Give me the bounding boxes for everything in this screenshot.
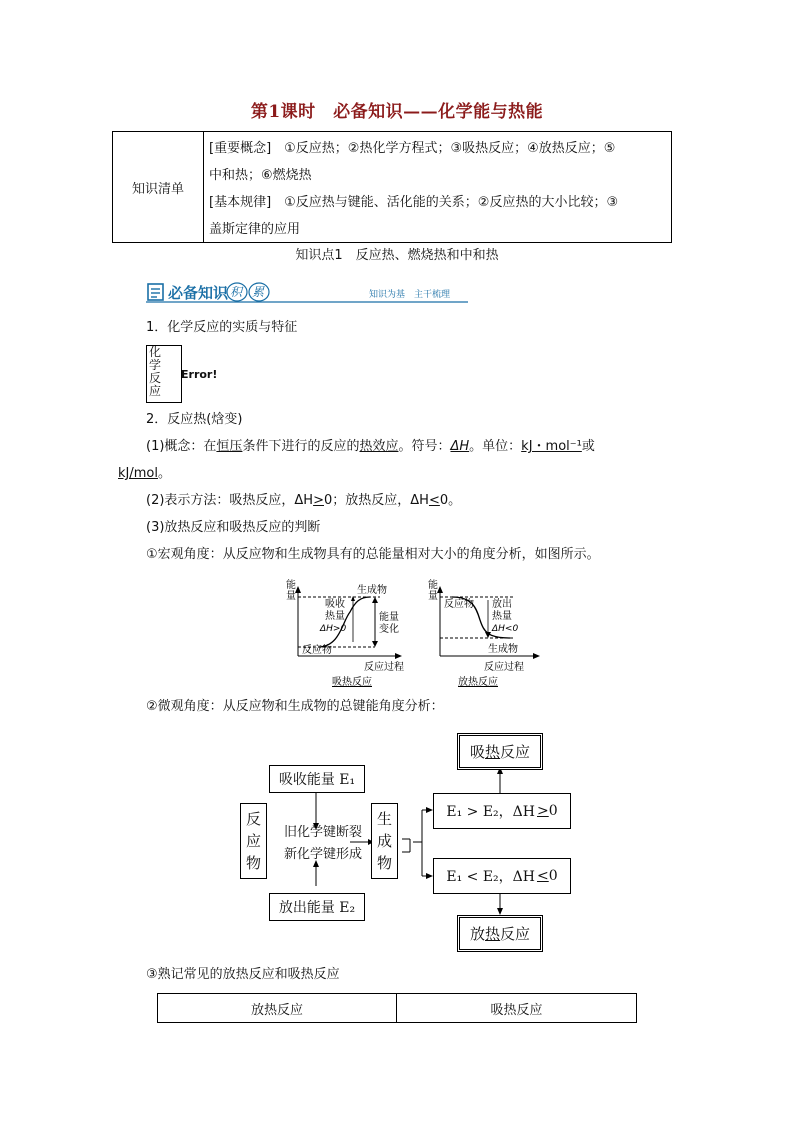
underlined-term: 热 bbox=[484, 743, 500, 761]
reactant-char: 应 bbox=[245, 832, 261, 850]
reactant-box bbox=[240, 803, 267, 879]
knowledge-table bbox=[112, 131, 672, 243]
page-title: 第1课时 必备知识——化学能与热能 bbox=[250, 102, 544, 122]
banner-badge-1: 积 bbox=[230, 285, 243, 299]
arrow-head bbox=[426, 807, 433, 813]
condition-text: E₁ > E₂，ΔH bbox=[446, 804, 535, 820]
reaction-table bbox=[157, 993, 637, 1023]
concept-line-cont bbox=[118, 464, 171, 484]
underlined-symbol: < bbox=[536, 868, 549, 884]
banner-title: 必备知识 bbox=[168, 284, 229, 302]
underlined-term: 恒压 bbox=[216, 439, 243, 454]
underlined-unit: kJ/mol bbox=[118, 466, 158, 481]
zero-text: 0 bbox=[548, 868, 558, 884]
text-run: 。单位： bbox=[469, 439, 522, 454]
vertical-char: 化 bbox=[149, 345, 162, 359]
text-run: 条件下进行的反应的 bbox=[242, 439, 360, 454]
endothermic-diagram bbox=[286, 578, 404, 688]
knowledge-line-3: [基本规律] ①反应热与键能、活化能的关系；②反应热的大小比较；③ bbox=[209, 195, 619, 210]
underlined-symbol: > bbox=[313, 493, 324, 508]
bond-break-text: 旧化学键断裂 bbox=[283, 825, 362, 840]
y-label: 能 bbox=[286, 580, 296, 591]
release-label: 放出 bbox=[492, 599, 512, 610]
delta-h-label: ΔH>0 bbox=[320, 624, 347, 634]
text-run: 。 bbox=[157, 466, 171, 481]
arrow-head bbox=[372, 597, 378, 603]
text-run: 反应 bbox=[500, 925, 531, 943]
table-header-endo: 吸热反应 bbox=[490, 1002, 543, 1018]
release-energy-box: 放出能量 E₂ bbox=[269, 893, 365, 921]
arrow-head bbox=[497, 908, 503, 915]
macro-angle-text: ①宏观角度：从反应物和生成物具有的总能量相对大小的角度分析，如图所示。 bbox=[146, 547, 600, 562]
banner-right-text: 知识为基 主干梳理 bbox=[369, 290, 451, 300]
exothermic-result-box bbox=[457, 915, 543, 952]
banner-badge-2: 累 bbox=[252, 285, 265, 299]
knowledge-point-heading: 知识点1 反应热、燃烧热和中和热 bbox=[295, 248, 499, 263]
y-label: 量 bbox=[286, 591, 296, 602]
y-label: 量 bbox=[428, 591, 438, 602]
bond-form-text: 新化学键形成 bbox=[283, 847, 362, 862]
condition-box-endo bbox=[433, 793, 571, 829]
x-label: 反应过程 bbox=[484, 662, 524, 673]
knowledge-line-1: [重要概念] ①反应热；②热化学方程式；③吸热反应；④放热反应；⑤ bbox=[209, 141, 616, 156]
vertical-label-box bbox=[146, 345, 182, 403]
absorb-energy-box: 吸收能量 E₁ bbox=[269, 765, 365, 793]
text-run: 反应 bbox=[500, 743, 531, 761]
vertical-char: 应 bbox=[149, 384, 162, 398]
reactant-label: 反应物 bbox=[444, 599, 474, 610]
product-box bbox=[371, 803, 398, 879]
delta-h-label: ΔH<0 bbox=[492, 624, 519, 634]
zero-text: 0 bbox=[548, 803, 558, 819]
reactant-char: 物 bbox=[245, 854, 261, 872]
reactant-char: 反 bbox=[245, 810, 261, 828]
knowledge-line-4: 盖斯定律的应用 bbox=[209, 222, 301, 237]
bond-change-text bbox=[275, 822, 371, 866]
underlined-symbol: ΔH bbox=[450, 439, 470, 454]
text-run: 或 bbox=[581, 439, 595, 454]
release-label: 热量 bbox=[492, 611, 512, 622]
text-run: 放 bbox=[469, 925, 485, 943]
arrow-head bbox=[533, 653, 540, 659]
diagram-caption: 吸热反应 bbox=[332, 677, 372, 688]
underlined-unit: kJ・mol⁻¹ bbox=[521, 439, 582, 454]
product-char: 成 bbox=[376, 832, 392, 850]
table-header-exo: 放热反应 bbox=[158, 994, 397, 1022]
underlined-term: 热 bbox=[484, 925, 500, 943]
vertical-char: 反 bbox=[149, 371, 162, 385]
diagram-caption: 放热反应 bbox=[458, 677, 498, 688]
arrow-head bbox=[372, 641, 378, 647]
product-char: 物 bbox=[376, 854, 392, 872]
section-1-heading: 1．化学反应的实质与特征 bbox=[146, 320, 298, 335]
text-run: 0。 bbox=[439, 493, 462, 508]
x-label: 反应过程 bbox=[364, 662, 404, 673]
endothermic-result-box bbox=[457, 733, 543, 770]
absorb-label: 吸收 bbox=[325, 599, 345, 610]
product-label: 生成物 bbox=[488, 644, 518, 655]
change-label: 能量 bbox=[379, 612, 399, 623]
absorb-label: 热量 bbox=[325, 611, 345, 622]
judgment-heading: (3)放热反应和吸热反应的判断 bbox=[146, 520, 321, 535]
knowledge-table-label: 知识清单 bbox=[113, 132, 204, 242]
reactant-label: 反应物 bbox=[302, 645, 332, 656]
condition-text: E₁ < E₂，ΔH bbox=[446, 869, 535, 885]
text-run: 0；放热反应，ΔH bbox=[324, 493, 429, 508]
change-label: 变化 bbox=[379, 624, 399, 635]
section-banner bbox=[146, 281, 468, 303]
energy-diagrams bbox=[280, 572, 540, 690]
knowledge-line-2: 中和热；⑥燃烧热 bbox=[209, 168, 312, 183]
underlined-term: 热效应 bbox=[359, 439, 399, 454]
section-2-heading: 2．反应热(焓变) bbox=[146, 412, 243, 427]
underlined-symbol: < bbox=[428, 493, 440, 508]
underlined-symbol: > bbox=[536, 803, 549, 819]
text-run: 。符号： bbox=[398, 439, 451, 454]
text-run: 吸 bbox=[469, 743, 485, 761]
condition-box-exo bbox=[433, 858, 571, 894]
concept-line bbox=[146, 437, 595, 457]
knowledge-table-content bbox=[209, 135, 669, 243]
error-text: Error! bbox=[181, 368, 218, 381]
vertical-char: 学 bbox=[149, 358, 162, 372]
micro-angle-text: ②微观角度：从反应物和生成物的总键能角度分析： bbox=[146, 699, 444, 714]
product-label: 生成物 bbox=[357, 585, 387, 596]
product-char: 生 bbox=[376, 810, 392, 828]
representation-line bbox=[146, 491, 461, 511]
text-run: (1)概念：在 bbox=[146, 439, 217, 454]
arrow-head bbox=[395, 653, 402, 659]
memorize-text: ③熟记常见的放热反应和吸热反应 bbox=[146, 967, 340, 982]
arrow-head bbox=[426, 873, 433, 879]
y-label: 能 bbox=[428, 580, 438, 591]
text-run: (2)表示方法：吸热反应，ΔH bbox=[146, 493, 314, 508]
exothermic-diagram bbox=[428, 578, 540, 688]
